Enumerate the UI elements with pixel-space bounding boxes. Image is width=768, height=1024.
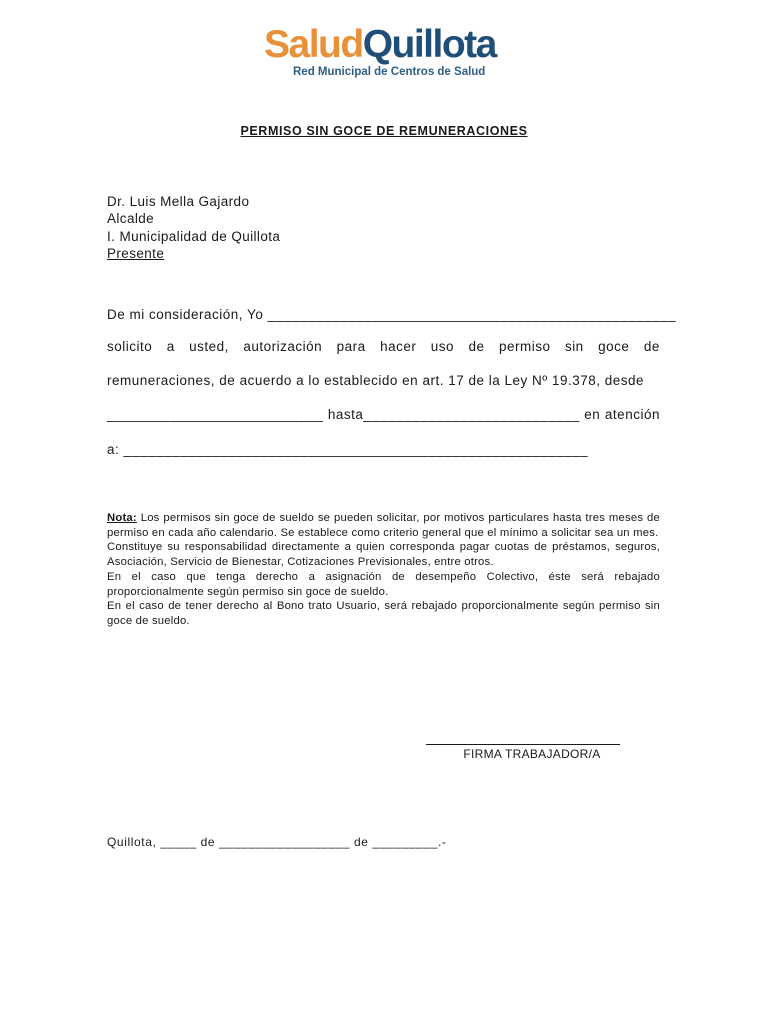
body-line-1: De mi consideración, Yo ___________________________________________________ (107, 307, 676, 322)
body-line-4 (107, 407, 660, 422)
nota-paragraph-4: En el caso de tener derecho al Bono trato Usuario, será rebajado proporcionalmente según permiso sin goce de sueldo. (107, 600, 660, 627)
document-title: PERMISO SIN GOCE DE REMUNERACIONES (240, 124, 528, 138)
body-word: autorización (243, 339, 323, 354)
nota-paragraph-2: Constituye su responsabilidad directamente a quien corresponda pagar cuotas de préstamos, seguros, Asociación, Servicio de Bienestar, Cotizaciones Previsionales, entre otros. (107, 541, 660, 569)
addressee-name: Dr. Luis Mella Gajardo (107, 194, 250, 209)
body-word: uso (430, 339, 455, 354)
nota-paragraph-3: En el caso que tenga derecho a asignación de desempeño Colectivo, éste será rebajado proporcionalmente según permiso sin goce de sueldo. (107, 570, 660, 598)
body-word: a (166, 339, 175, 354)
nota-label: Nota: (107, 512, 137, 524)
logo-quillota-text: Quillota (362, 23, 496, 66)
date-line: Quillota, _____ de __________________ de _________.- (107, 835, 447, 849)
document-title-wrap (0, 124, 768, 138)
body-word: de (643, 339, 660, 354)
logo-subtitle: Red Municipal de Centros de Salud (293, 66, 486, 78)
body-word: atención (604, 407, 660, 422)
body-word: sin (564, 339, 584, 354)
body-word: de (468, 339, 485, 354)
addressee-role: Alcalde (107, 211, 155, 226)
body-word: usted, (189, 339, 229, 354)
body-word: solicito (107, 339, 153, 354)
logo-salud-text: Salud (264, 23, 363, 66)
body-line-2 (107, 339, 660, 354)
body-word: permiso (498, 339, 551, 354)
nota-paragraph-1 (107, 511, 660, 540)
addressee-presente: Presente (107, 246, 165, 261)
nota-text-1: Los permisos sin goce de sueldo se pueden solicitar, por motivos particulares hasta tres meses de permiso en cada año calendario. Se establece como criterio general que el mínimo a solicitar sea un mes. (107, 512, 660, 539)
addressee-institution: I. Municipalidad de Quillota (107, 229, 281, 244)
body-word: en (584, 407, 601, 422)
body-line-5: a: __________________________________________________________ (107, 442, 588, 457)
body-word: goce (598, 339, 630, 354)
body-word: para (336, 339, 366, 354)
body-line-3: remuneraciones, de acuerdo a lo establecido en art. 17 de la Ley Nº 19.378, desde (107, 373, 645, 388)
logo (264, 22, 496, 68)
signature-label: FIRMA TRABAJADOR/A (463, 747, 601, 761)
body-blank-until: hasta___________________________ (327, 407, 580, 422)
body-blank-from: ___________________________ (107, 407, 324, 422)
nota-block (107, 511, 660, 629)
signature-line (426, 744, 620, 745)
body-word: hacer (380, 339, 417, 354)
